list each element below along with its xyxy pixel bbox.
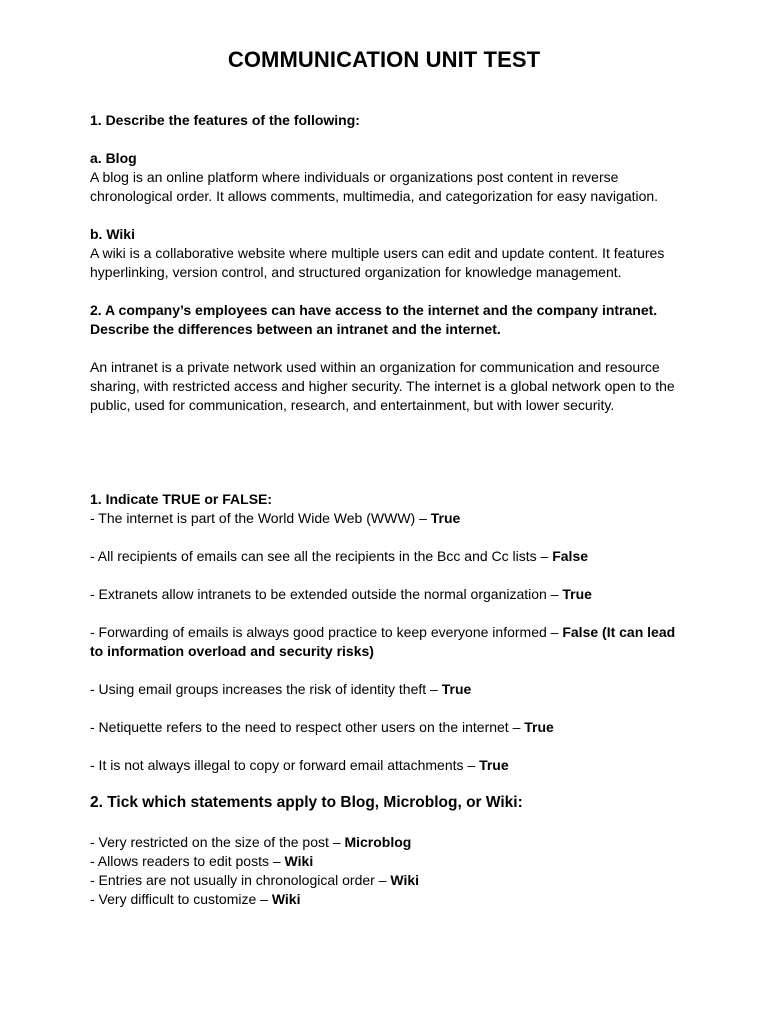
tf-statement: - The internet is part of the World Wide Web (WWW) – bbox=[90, 510, 431, 526]
tf-statement: - Forwarding of emails is always good practice to keep everyone informed – bbox=[90, 624, 563, 640]
tick-statement: - Entries are not usually in chronological order – bbox=[90, 872, 391, 888]
tf-item bbox=[90, 756, 690, 775]
tf-item bbox=[90, 718, 690, 737]
tick-item bbox=[90, 833, 690, 852]
question-2-heading: 2. A company’s employees can have access to the internet and the company intranet. Describe the differences between an intranet and the internet. bbox=[90, 302, 658, 337]
tf-answer: False bbox=[552, 548, 589, 564]
tf-answer: False (It can lead to information overload and security risks) bbox=[90, 624, 676, 659]
tf-answer: True bbox=[524, 719, 554, 735]
tf-statement: - Netiquette refers to the need to respect other users on the internet – bbox=[90, 719, 525, 735]
document-body bbox=[90, 111, 690, 909]
tf-answer: True bbox=[479, 757, 509, 773]
tick-statement: - Very difficult to customize – bbox=[90, 891, 272, 907]
tf-answer: True bbox=[430, 510, 461, 526]
tick-heading: 2. Tick which statements apply to Blog, Microblog, or Wiki: bbox=[90, 794, 523, 811]
true-false-heading: 1. Indicate TRUE or FALSE: bbox=[90, 491, 273, 507]
page-title: COMMUNICATION UNIT TEST bbox=[227, 47, 541, 72]
tick-answer: Wiki bbox=[271, 891, 301, 907]
tf-statement: - It is not always illegal to copy or forward email attachments – bbox=[90, 757, 480, 773]
tick-item bbox=[90, 871, 690, 890]
tick-answer: Wiki bbox=[390, 872, 420, 888]
tf-item bbox=[90, 547, 690, 566]
tick-statement: - Allows readers to edit posts – bbox=[90, 853, 285, 869]
question-1-heading: 1. Describe the features of the following: bbox=[90, 112, 360, 128]
tf-statement: - Using email groups increases the risk of identity theft – bbox=[90, 681, 442, 697]
tf-item bbox=[90, 585, 690, 604]
tick-item bbox=[90, 852, 690, 871]
wiki-heading: b. Wiki bbox=[90, 226, 135, 242]
tf-statement: - Extranets allow intranets to be extended outside the normal organization – bbox=[90, 586, 563, 602]
blog-answer: A blog is an online platform where individuals or organizations post content in reverse chronological order. It allows comments, multimedia, and categorization for easy navigation. bbox=[90, 169, 659, 204]
wiki-answer: A wiki is a collaborative website where multiple users can edit and update content. It features hyperlinking, version control, and structured organization for knowledge management. bbox=[90, 245, 665, 280]
tf-answer: True bbox=[441, 681, 472, 697]
tick-statement: - Very restricted on the size of the post – bbox=[90, 834, 345, 850]
tf-answer: True bbox=[562, 586, 592, 602]
question-2-answer: An intranet is a private network used within an organization for communication and resource sharing, with restricted access and higher security. The internet is a global network open to the public, used for communication, research, and entertainment, but with lower security. bbox=[90, 359, 675, 413]
blog-heading: a. Blog bbox=[90, 150, 137, 166]
tf-item bbox=[90, 680, 690, 699]
tick-answer: Wiki bbox=[284, 853, 314, 869]
tf-item bbox=[90, 623, 690, 661]
tf-statement: - All recipients of emails can see all the recipients in the Bcc and Cc lists – bbox=[90, 548, 553, 564]
tick-item bbox=[90, 890, 690, 909]
tf-item bbox=[90, 509, 690, 528]
tick-answer: Microblog bbox=[344, 834, 412, 850]
